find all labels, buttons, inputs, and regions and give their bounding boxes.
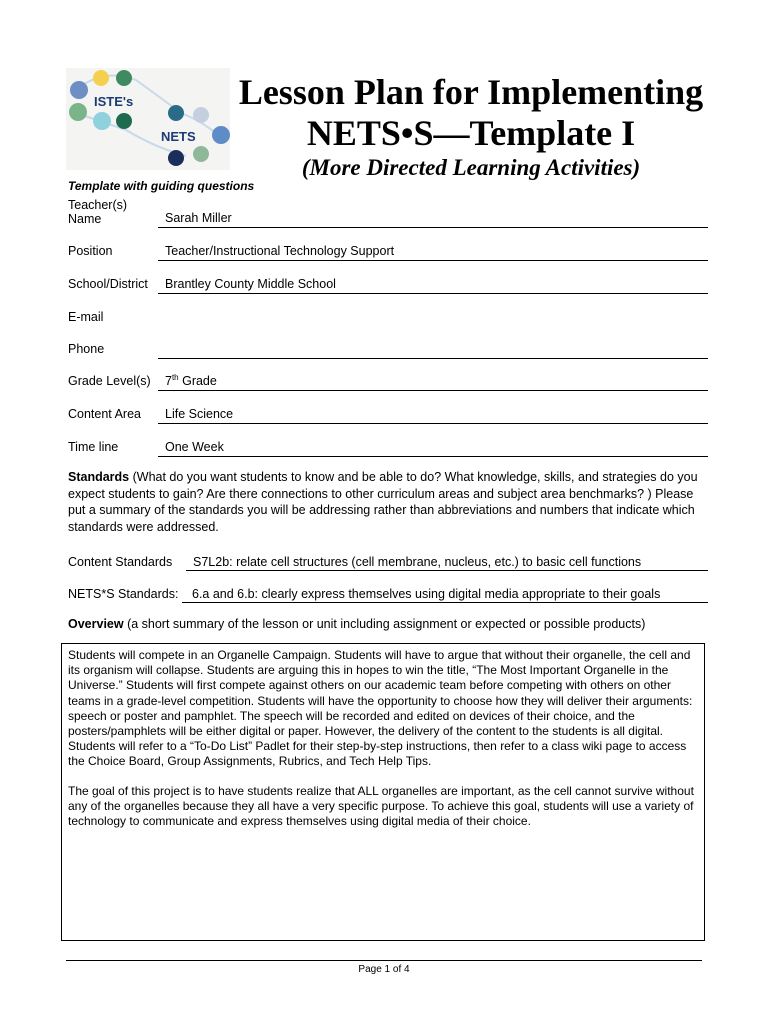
standards-paragraph: [68, 469, 708, 535]
overview-paragraph: [68, 616, 708, 633]
content-standards-label: Content Standards: [68, 555, 173, 569]
school-label: School/District: [68, 277, 148, 291]
document-title-block: [234, 72, 708, 182]
title-line-2: NETS•S—Template I: [306, 113, 636, 153]
email-row: [68, 307, 708, 327]
position-field[interactable]: Teacher/Instructional Technology Support: [165, 244, 395, 258]
teacher-label-line1: Teacher(s): [68, 198, 128, 212]
nets-standards-row: [68, 583, 708, 603]
grade-line: [158, 390, 708, 391]
title-line-1: Lesson Plan for Implementing: [238, 72, 704, 112]
timeline-line: [158, 456, 708, 457]
footer-divider: [66, 960, 702, 961]
position-label: Position: [68, 244, 113, 258]
content-standards-field[interactable]: S7L2b: relate cell structures (cell membrane, nucleus, etc.) to basic cell functions: [193, 555, 642, 569]
phone-label: Phone: [68, 342, 105, 356]
position-row: [68, 241, 708, 261]
school-row: [68, 274, 708, 294]
grade-label: Grade Level(s): [68, 374, 151, 388]
logo-text-iste: ISTE's: [94, 94, 134, 109]
logo-graphic: [66, 68, 230, 170]
school-line: [158, 293, 708, 294]
phone-row: [68, 339, 708, 359]
page-number: Page 1 of 4: [358, 964, 410, 975]
grade-suffix: Grade: [178, 374, 217, 388]
logo-text-nets: NETS: [161, 129, 196, 144]
timeline-row: [68, 437, 708, 457]
content-area-line: [158, 423, 708, 424]
grade-superscript: th: [171, 372, 179, 382]
email-label: E-mail: [68, 310, 104, 324]
teacher-label-line2: Name: [68, 212, 102, 226]
guide-heading: Template with guiding questions: [68, 179, 255, 193]
teacher-name-row: [68, 198, 708, 228]
position-line: [158, 260, 708, 261]
overview-instructions: (a short summary of the lesson or unit including assignment or expected or possible products): [123, 617, 646, 631]
grade-number: 7: [165, 374, 172, 388]
subtitle: (More Directed Learning Activities): [301, 155, 641, 180]
content-area-label: Content Area: [68, 407, 141, 421]
phone-line: [158, 358, 708, 359]
nets-standards-label: NETS*S Standards:: [68, 587, 179, 601]
teacher-name-field[interactable]: Sarah Miller: [165, 211, 232, 225]
teacher-name-label: [68, 198, 127, 226]
content-standards-line: [186, 570, 708, 571]
content-area-row: [68, 404, 708, 424]
overview-paragraph-2: The goal of this project is to have students realize that ALL organelles are important, as the cell cannot survive without any of the organelles because they all have a very specific purpose. To achieve this goal, students will use a variety of technology to communicate and express themselves using digital media of their choice.: [68, 783, 694, 829]
overview-paragraph-1: Students will compete in an Organelle Campaign. Students will have to argue that without their organelle, the cell and its organism will collapse. Students are arguing this in hopes to win the title, “The Most Important Organelle in the Universe.” Students will first compete against others on our academic team before competing with others on other teams in a grade-level competition. Students will have the opportunity to choose how they will deliver their arguments: speech or poster and pamphlet. The speech will be recorded and edited on devices of their choice, and the posters/pamphlets will be either digital or paper. However, the delivery of the content to the students is all digital. Students will refer to a “To-Do List” Padlet for their step-by-step instructions, then refer to a class wiki page to access the Choice Board, Group Assignments, Rubrics, and Tech Help Tips.: [68, 648, 693, 769]
timeline-field[interactable]: One Week: [165, 440, 224, 454]
grade-field[interactable]: [165, 370, 217, 389]
nets-standards-field[interactable]: 6.a and 6.b: clearly express themselves using digital media appropriate to their goals: [192, 587, 661, 601]
nets-standards-line: [182, 602, 708, 603]
timeline-label: Time line: [68, 440, 119, 454]
standards-heading: Standards: [68, 470, 130, 484]
content-area-field[interactable]: Life Science: [165, 407, 234, 421]
overview-heading: Overview: [68, 617, 124, 631]
overview-textbox[interactable]: [61, 643, 705, 941]
content-standards-row: [68, 551, 708, 571]
standards-instructions: (What do you want students to know and be able to do? What knowledge, skills, and strategies do you expect students to gain? Are there connections to other curriculum areas and subject area benchmarks? ) Please put a summary of the standards you will be addressing rather than abbreviations and numbers that indicate which standards were addressed.: [68, 470, 698, 534]
school-field[interactable]: Brantley County Middle School: [165, 277, 336, 291]
iste-nets-logo: [66, 68, 230, 170]
grade-row: [68, 371, 708, 391]
teacher-name-line: [158, 227, 708, 228]
